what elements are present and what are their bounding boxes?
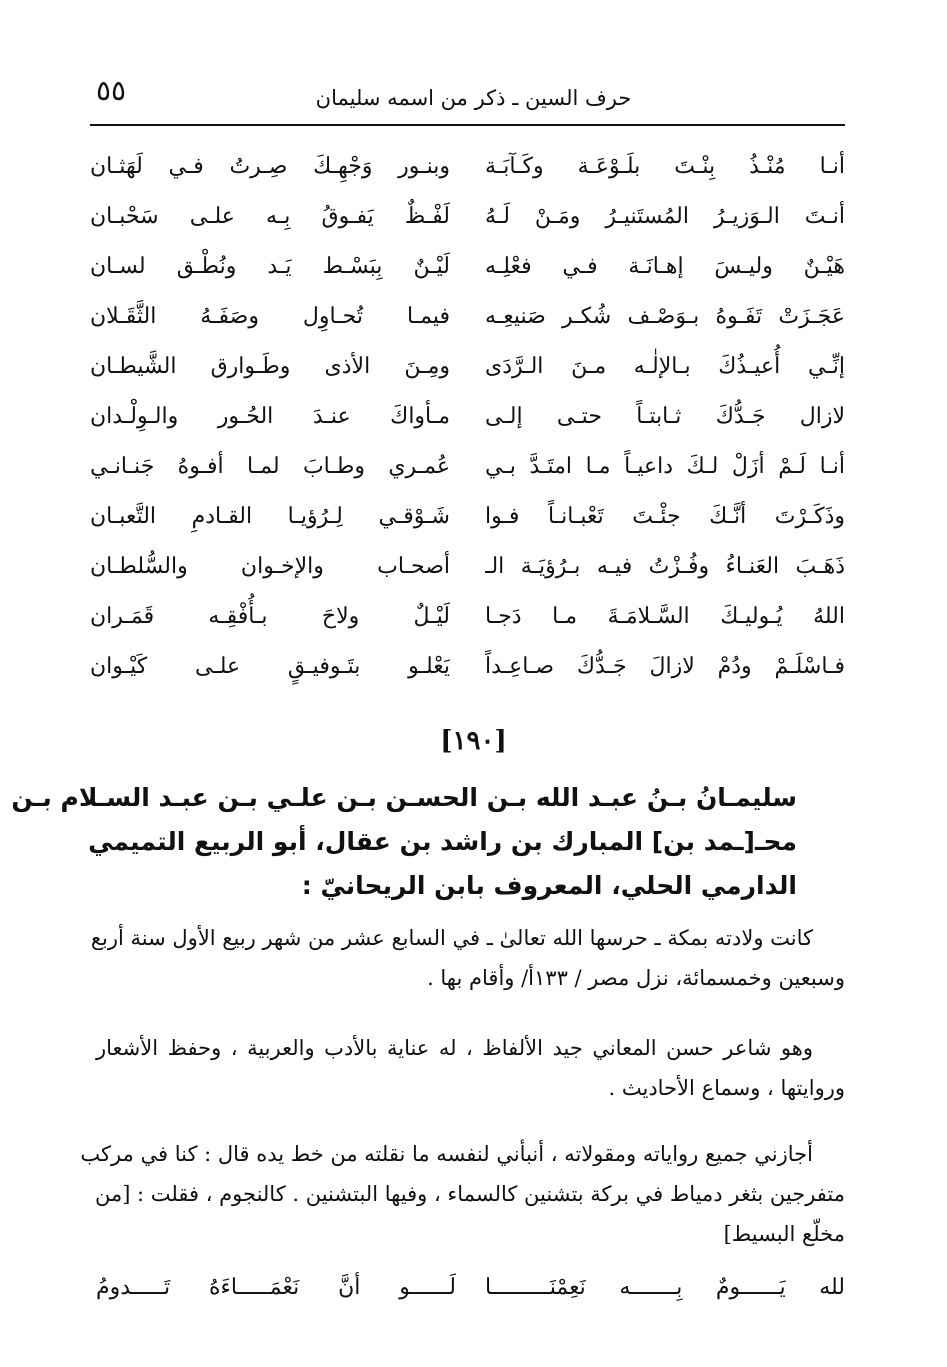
couplet: [90, 140, 845, 194]
hemistich-second: فيمـا تُحـاوِل وصَفَـهُ الثَّقَـلان: [90, 304, 450, 329]
couplet: [90, 540, 845, 594]
hemistich-second: شَـوْقـي لِـرُؤيـا القـادمِ التَّعبـان: [90, 504, 450, 529]
paragraph-line: وسبعين وخمسمائة، نزل مصر / ١٣٣أ/ وأقام بها .: [427, 966, 845, 990]
hemistich-second: لَيْـنٌ بِبَسْـط يَـد ونُطْـق لسـان: [90, 254, 450, 279]
couplet: [90, 290, 845, 344]
hemistich-second: لَفْـظٌ يَفـوقُ بِـه علـى سَحْبـان: [90, 204, 450, 229]
hemistich-first: لازال جَـدُّكَ ثـابتـاً حتـى إلـى: [485, 404, 845, 429]
heading-line: سليمـانُ بـنُ عبـد الله بـن الحسـن بـن علـي بـن عبـد السـلام بـن: [11, 783, 797, 812]
hemistich-second: مـأواكَ عنـدَ الحُـور والـوِلْـدان: [90, 404, 450, 429]
hemistich-first: أنـا لَـمْ أزَلْ لـكَ داعيـاً مـا امتَـدَّ بـي: [485, 454, 845, 479]
heading-line: الدارمي الحلي، المعروف بابن الريحانيّ :: [301, 871, 797, 900]
entry-number: [١٩٠]: [440, 726, 507, 756]
couplet: [90, 390, 845, 444]
final-verse: [96, 1268, 845, 1308]
hemistich-first: أنـا مُنْـذُ بِنْـتَ بلَـوْعَـة وكَـآبَـة: [485, 154, 845, 179]
hemistich-first: ذَهَـبَ العَنـاءُ وفُـزْتُ فيـه بـرُؤيَـة الـ: [485, 554, 845, 579]
hemistich-second: عُمـري وطـابَ لمـا أفـوهُ جَنـانـي: [90, 454, 450, 479]
hemistich-first: اللهُ يُـوليـكَ السَّـلامَـةَ مـا دَجـا: [485, 604, 845, 629]
hemistich-second: ومِـنَ الأذى وطَـوارق الشَّيطـان: [90, 354, 450, 379]
paragraph-line: مخلّع البسيط]: [723, 1222, 845, 1246]
hemistich-second: يَعْلـو بتَـوفيـقٍ علـى كَيْـوان: [90, 654, 450, 679]
hemistich-first: وذَكَـرْتَ أنَّـكَ جئْـتَ تَعْبـانـاً فـوا: [485, 504, 845, 529]
hemistich-second: أصحـاب والإخـوان والسُّلطـان: [90, 554, 450, 579]
hemistich-first: لله يَــــــومٌ بِـــــــه نَعِمْنَـــــــــا: [485, 1275, 845, 1300]
paragraph-line: وهو شاعر حسن المعاني جيد الألفاظ ، له عناية بالأدب والعربية ، وحفظ الأشعار: [96, 1036, 813, 1060]
heading-line: محـ[ـمد بن] المبارك بن راشد بن عقال، أبو الربيع التميمي: [88, 827, 797, 856]
entry-heading: [11, 776, 797, 908]
couplet: [90, 640, 845, 694]
hemistich-first: عَجَـزَتْ تَفَـوهُ بـوَصْـف شُكـر صَنيعِـه: [485, 304, 845, 329]
paragraph-birth: [90, 918, 845, 998]
couplet: [90, 590, 845, 644]
couplet: [90, 190, 845, 244]
hemistich-first: هَيْـنٌ وليـسَ إهـانَـة فـي فعْلِـه: [485, 254, 845, 279]
running-title: حرف السين ـ ذكر من اسمه سليمان: [315, 86, 632, 110]
hemistich-first: أنـتَ الـوَزيـرُ المُستَنيـرُ ومَـنْ لَـهُ: [485, 204, 845, 229]
hemistich-first: إنِّـي أُعيـذُكَ بـالإلٰـه مـنَ الـرَّدَى: [485, 354, 845, 379]
paragraph-line: متفرجين بثغر دمياط في بركة بتشنين كالسماء ، وفيها البتشنين . كالنجوم ، فقلت : [من: [94, 1182, 845, 1206]
hemistich-first: فـاسْلَـمْ ودُمْ لازالَ جَـدُّكَ صـاعِـداً: [485, 654, 845, 679]
paragraph-line: كانت ولادته بمكة ـ حرسها الله تعالىٰ ـ في السابع عشر من شهر ربيع الأول سنة أربع: [90, 926, 813, 950]
couplet: [90, 240, 845, 294]
couplet: [90, 440, 845, 494]
poem-block: [90, 140, 845, 688]
header-rule: [90, 124, 845, 126]
couplet: [90, 340, 845, 394]
paragraph-ijaza: [80, 1134, 845, 1254]
couplet: [90, 490, 845, 544]
hemistich-second: لَــــــو أنَّ نَعْمَـــــاءَهُ تَـــــدومُ: [96, 1275, 456, 1300]
paragraph-line: أجازني جميع رواياته ومقولاته ، أنبأني لنفسه ما نقلته من خط يده قال : كنا في مركب: [80, 1142, 813, 1166]
hemistich-second: لَيْـلٌ ولاحَ بـأُفْقِـه قَمَـران: [90, 604, 450, 629]
paragraph-line: وروايتها ، وسماع الأحاديث .: [608, 1076, 845, 1100]
hemistich-second: وبنـور وَجْهِـكَ صِـرتُ فـي لَهَثـان: [90, 154, 450, 179]
page-number: ٥٥: [96, 74, 127, 107]
paragraph-description: [96, 1028, 845, 1108]
